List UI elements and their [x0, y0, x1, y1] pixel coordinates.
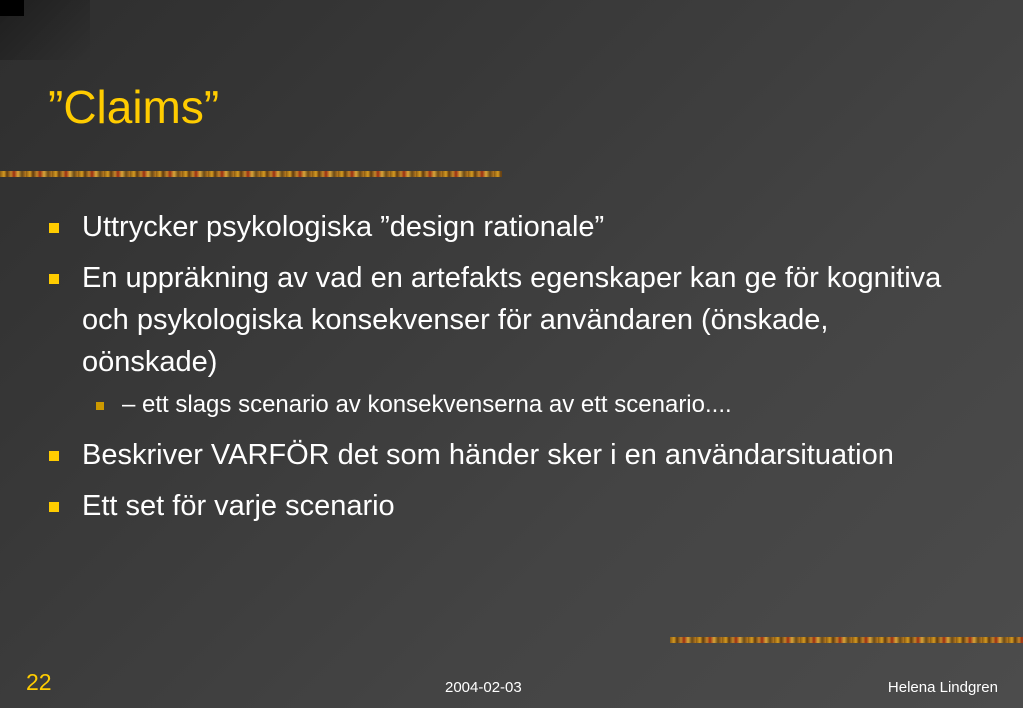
- footer-decoration: [670, 637, 1023, 643]
- title-underline-decoration: [0, 171, 502, 177]
- sub-bullet-text: – ett slags scenario av konsekvenserna av ett scenario....: [122, 391, 732, 418]
- bullet-text: En uppräkning av vad en artefakts egenskaper kan ge för kognitiva och psykologiska konsekvenser för användaren (önskade, oönskade): [82, 262, 942, 378]
- corner-square: [0, 0, 24, 16]
- slide-title: ”Claims”: [48, 81, 220, 133]
- bullet-item: [48, 257, 968, 383]
- bullet-text: Ett set för varje scenario: [82, 490, 395, 522]
- bullet-text: Uttrycker psykologiska ”design rationale”: [82, 211, 605, 243]
- bullet-item: [48, 485, 968, 527]
- square-bullet-icon: [49, 502, 59, 512]
- bullet-item: [48, 434, 968, 476]
- square-bullet-icon: [49, 451, 59, 461]
- sub-bullet-item: [48, 388, 968, 422]
- bullet-item: [48, 206, 968, 248]
- bullet-list: [48, 206, 968, 536]
- bullet-text: Beskriver VARFÖR det som händer sker i en användarsituation: [82, 439, 894, 471]
- square-bullet-icon: [49, 274, 59, 284]
- footer-date: 2004-02-03: [445, 679, 522, 696]
- footer-author: Helena Lindgren: [887, 679, 998, 696]
- slide-number: 22: [26, 669, 52, 695]
- square-bullet-icon: [49, 223, 59, 233]
- square-subbullet-icon: [96, 402, 104, 410]
